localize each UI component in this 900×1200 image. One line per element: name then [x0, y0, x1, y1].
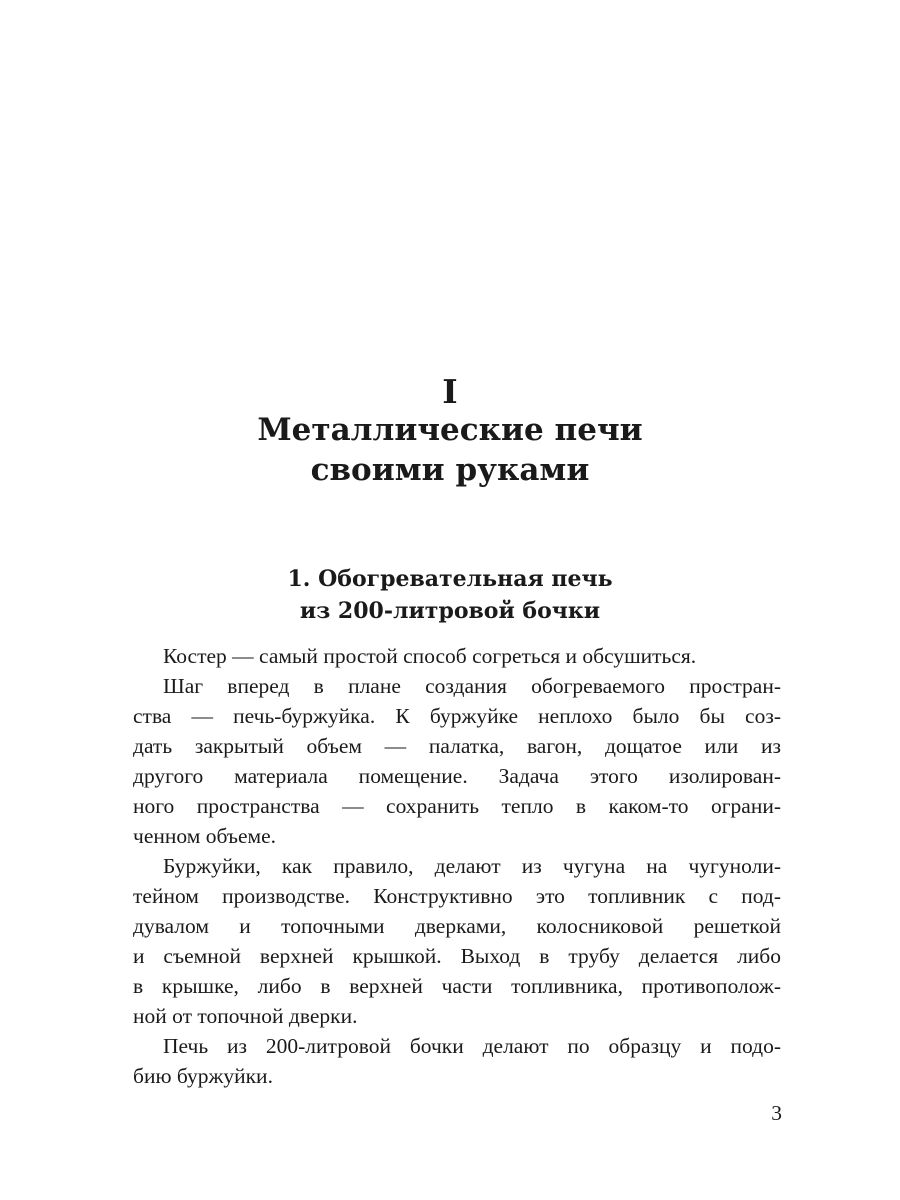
paragraph-line: ченном объеме. [133, 824, 277, 848]
paragraph-line: тейном производстве. Конструктивно это топливник с под- [133, 884, 781, 908]
page-number: 3 [771, 1101, 782, 1125]
paragraph-line: и съемной верхней крышкой. Выход в трубу делается либо [133, 944, 781, 968]
paragraph-line: дувалом и топочными дверками, колосниковой решеткой [133, 914, 781, 938]
paragraph-line: Буржуйки, как правило, делают из чугуна на чугуноли- [163, 854, 781, 878]
paragraph-line: другого материала помещение. Задача этого изолирован- [133, 764, 781, 788]
paragraph-line: Костер — самый простой способ согреться и обсушиться. [163, 644, 697, 668]
paragraph-line: в крышке, либо в верхней части топливника, противополож- [133, 974, 781, 998]
paragraph-line: ного пространства — сохранить тепло в каком-то ограни- [133, 794, 781, 818]
chapter-title-line: Металлические печи [257, 412, 643, 448]
chapter-number: I [442, 372, 458, 411]
paragraph-line: Шаг вперед в плане создания обогреваемого простран- [163, 674, 781, 698]
body-text [133, 641, 781, 1091]
paragraph-line: ной от топочной дверки. [133, 1004, 358, 1028]
chapter-title-line: своими руками [310, 452, 590, 488]
paragraph-line: ства — печь-буржуйка. К буржуйке неплохо было бы соз- [133, 704, 781, 728]
section-title-line: из 200-литровой бочки [299, 598, 601, 624]
section-title [0, 563, 900, 627]
paragraph-line: дать закрытый объем — палатка, вагон, дощатое или из [133, 734, 781, 758]
paragraph-line: бию буржуйки. [133, 1064, 273, 1088]
section-title-line: 1. Обогревательная печь [287, 566, 613, 592]
chapter-title [0, 410, 900, 490]
paragraph-line: Печь из 200-литровой бочки делают по образцу и подо- [163, 1034, 781, 1058]
